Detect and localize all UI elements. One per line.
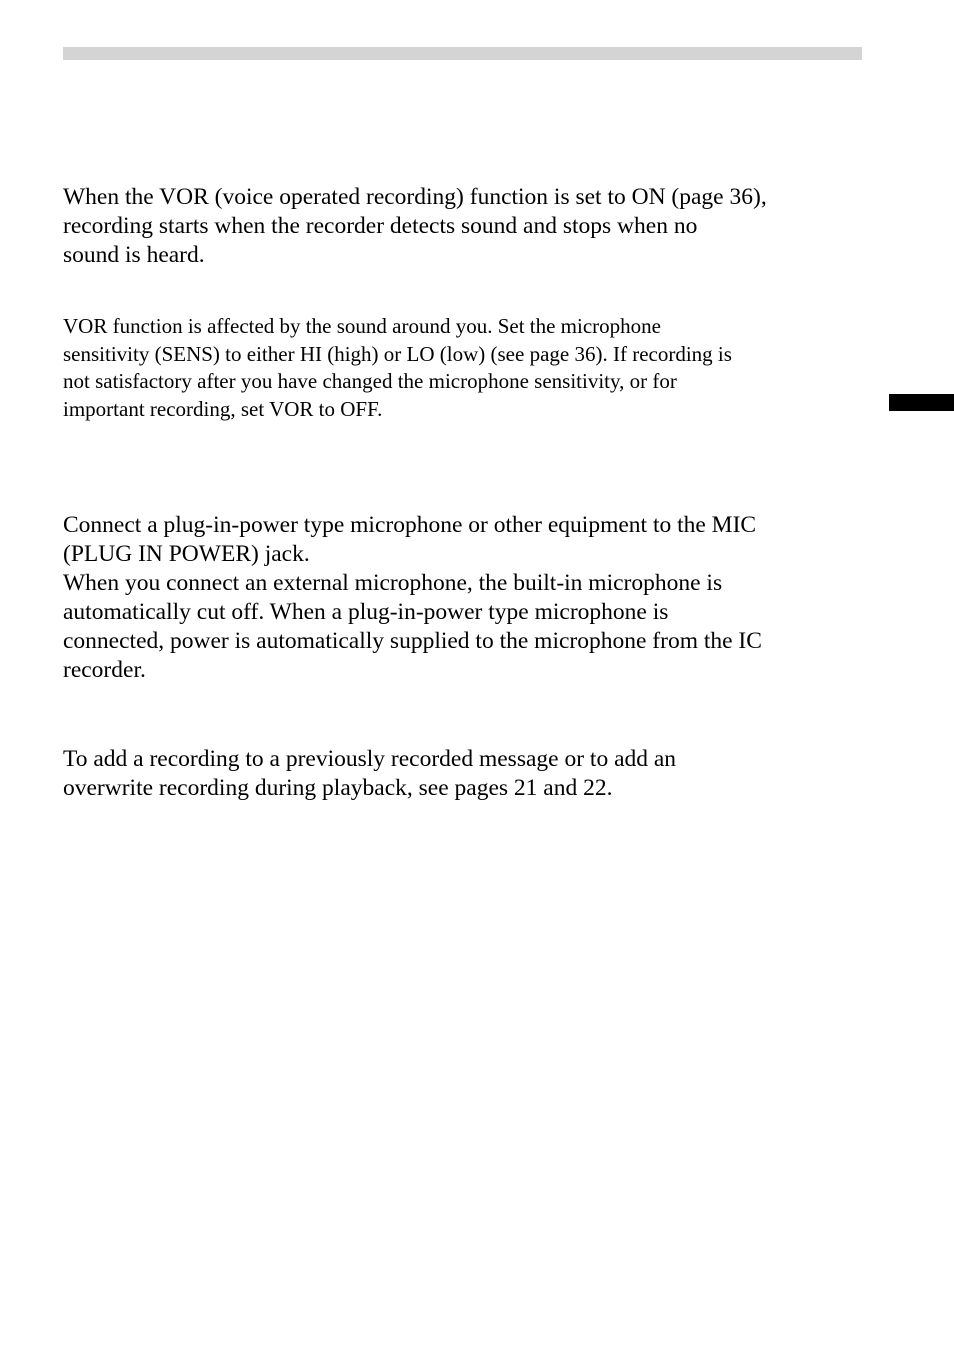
vor-note-line: not satisfactory after you have changed the microphone sensitivity, or for: [63, 369, 677, 393]
add-recording-line: overwrite recording during playback, see pages 21 and 22.: [63, 775, 613, 801]
vor-note: [63, 313, 863, 423]
external-mic-line: Connect a plug-in-power type microphone or other equipment to the MIC: [63, 512, 757, 538]
section-index-tab: [889, 394, 954, 411]
vor-description-line: sound is heard.: [63, 242, 205, 268]
vor-note-line: important recording, set VOR to OFF.: [63, 396, 383, 421]
vor-description-line: recording starts when the recorder detects sound and stops when no: [63, 213, 698, 239]
external-mic-line: When you connect an external microphone, the built-in microphone is: [63, 570, 723, 596]
vor-description-line: When the VOR (voice operated recording) function is set to ON (page 36),: [63, 184, 767, 210]
add-recording-description: [63, 745, 863, 803]
vor-description: [63, 183, 863, 270]
external-mic-description: [63, 511, 863, 685]
external-mic-line: recorder.: [63, 657, 146, 683]
vor-note-line: sensitivity (SENS) to either HI (high) or LO (low) (see page 36). If recording is: [63, 341, 732, 366]
vor-note-line: VOR function is affected by the sound around you. Set the microphone: [63, 314, 661, 338]
external-mic-line: (PLUG IN POWER) jack.: [63, 541, 310, 567]
external-mic-line: automatically cut off. When a plug-in-power type microphone is: [63, 599, 669, 625]
add-recording-line: To add a recording to a previously recorded message or to add an: [63, 746, 677, 772]
header-rule: [63, 47, 862, 60]
external-mic-line: connected, power is automatically supplied to the microphone from the IC: [63, 628, 762, 654]
